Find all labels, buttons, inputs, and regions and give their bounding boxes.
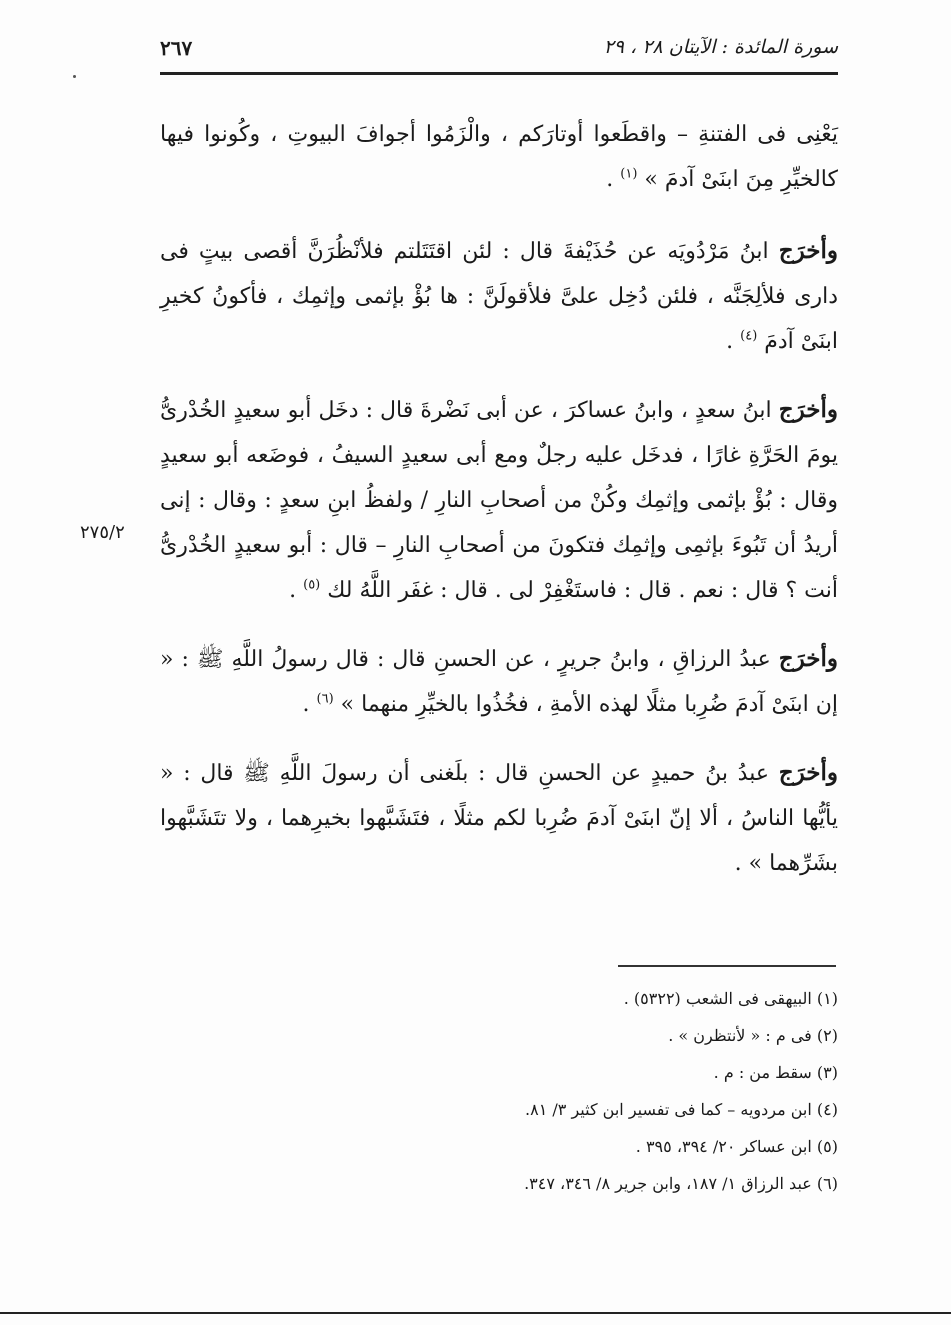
scan-edge-line: [0, 1312, 951, 1314]
footnote-item: (٦) عبد الرزاق ١/ ١٨٧، وابن جرير ٨/ ٣٤٦، ٣٤٧.: [524, 1174, 838, 1193]
paragraph-text: ابنُ سعدٍ ، وابنُ عساكرَ ، عن أبى نَضْرةَ قال : دخَل أبو سعيدٍ الخُدْرىُّ يومَ الحَرَّةِ غارًا ، فدخَل عليه رجلٌ ومع أبى سعيدٍ السيفُ ، فوضَعه أبو سعيدٍ وقال : بُؤْ بإثمى وإثمِك وكُنْ من أصحابِ النارِ / ولفظُ ابنِ سعدٍ : وقال : إنى أريدُ أن تَبُوءَ بإثمِى وإثمِك فتكونَ من أصحابِ النارِ – قال : أبو سعيدٍ الخُدْرىُّ أنت ؟ قال : نعم . قال : فاستَغْفِرْ لى . قال : غفَر اللَّهُ لك: [160, 398, 838, 603]
paragraph-2: وأخرَج ابنُ مَرْدُويَه عن حُذَيْفةَ قال : لئن اقتَتَلتم فلأنْظُرَنَّ أقصى بيتٍ فى دارى فلألِجَنَّه ، فلئن دُخِل علىَّ فلأقولَنَّ : ها بُؤْ بإثمى وإثمِك ، فأكونُ كخيرِ ابنَىْ آدمَ $^{(٤)}$ .: [160, 237, 838, 354]
header-rule: [160, 72, 838, 75]
page-number: ٢٦٧: [160, 36, 193, 60]
marginal-reference: ٢٧٥/٢: [80, 522, 125, 543]
footnote-item: (٣) سقط من : م .: [713, 1063, 838, 1082]
paragraph-5: [160, 750, 838, 886]
paragraph-lead: وأخرَج: [778, 759, 838, 786]
footnote-ref[interactable]: (٦): [316, 691, 334, 707]
paragraph-text: عبدُ الرزاقِ ، وابنُ جريرٍ ، عن الحسنِ قال : قال رسولُ اللَّهِ ﷺ : « إن ابنَىْ آدمَ ضُرِبا مثلًا لهذه الأمةِ ، فخُذُوا بالخيِّرِ منهما »: [160, 647, 838, 717]
footnotes-list: [160, 980, 838, 1202]
page-header: [160, 30, 838, 70]
footnote-item: (١) البيهقى فى الشعب (٥٣٢٢) .: [623, 989, 838, 1008]
paragraph-text: يَعْنِى فى الفتنةِ – واقطَعوا أوتارَكم ، والْزَمُوا أجوافَ البيوتِ ، وكُونوا فيها كالخيِّرِ مِنَ ابنَىْ آدمَ »: [160, 122, 838, 192]
paragraph-lead: وأخرَج: [778, 396, 838, 423]
surah-title: سورة المائدة : الآيتان ٢٨ ، ٢٩: [603, 36, 838, 58]
paragraph-3: وأخرَج ابنُ سعدٍ ، وابنُ عساكرَ ، عن أبى نَضْرةَ قال : دخَل أبو سعيدٍ الخُدْرىُّ يومَ الحَرَّةِ غارًا ، فدخَل عليه رجلٌ ومع أبى سعيدٍ السيفُ ، فوضَعه أبو سعيدٍ وقال : بُؤْ بإثمى وإثمِك وكُنْ من أصحابِ النارِ / ولفظُ ابنِ سعدٍ : وقال : إنى أريدُ أن تَبُوءَ بإثمِى وإثمِك فتكونَ من أصحابِ النارِ – قال : أبو سعيدٍ الخُدْرىُّ أنت ؟ قال : نعم . قال : فاستَغْفِرْ لى . قال : غفَر اللَّهُ لك $^{(٥)}$ .: [160, 396, 838, 603]
footnote-ref[interactable]: (١): [620, 166, 638, 182]
paragraph-lead: وأخرَج: [778, 237, 838, 264]
footnote-ref[interactable]: (٥): [303, 577, 321, 593]
paragraph-text: عبدُ بنُ حميدٍ عن الحسنِ قال : بلَغنى أن رسولَ اللَّهِ ﷺ قال : « يأيُّها الناسُ ، ألا إنّ ابنَىْ آدمَ ضُرِبا لكم مثلًا ، فتَشَبَّهوا بخيرِهما ، ولا تتَشَبَّهوا بشَرِّهما » .: [160, 761, 838, 876]
footnote-ref[interactable]: (٤): [740, 328, 758, 344]
paragraph-text: ابنُ مَرْدُويَه عن حُذَيْفةَ قال : لئن اقتَتَلتم فلأنْظُرَنَّ أقصى بيتٍ فى دارى فلألِجَنَّه ، فلئن دُخِل علىَّ فلأقولَنَّ : ها بُؤْ بإثمى وإثمِك ، فأكونُ كخيرِ ابنَىْ آدمَ: [160, 239, 838, 354]
footnote-item: (٢) فى م : « لأنتظرن » .: [668, 1026, 838, 1045]
body-text: [160, 112, 838, 909]
paragraph-lead: وأخرَج: [778, 645, 838, 672]
footnote-item: (٥) ابن عساكر ٢٠/ ٣٩٤، ٣٩٥ .: [635, 1137, 838, 1156]
paragraph-1: يَعْنِى فى الفتنةِ – واقطَعوا أوتارَكم ، والْزَمُوا أجوافَ البيوتِ ، وكُونوا فيها كالخيِّرِ مِنَ ابنَىْ آدمَ » $^{(١)}$ .: [160, 122, 838, 192]
scan-speck: [73, 75, 76, 78]
footnote-item: (٤) ابن مردويه – كما فى تفسير ابن كثير ٣/ ٨١.: [525, 1100, 838, 1119]
paragraph-4: وأخرَج عبدُ الرزاقِ ، وابنُ جريرٍ ، عن الحسنِ قال : قال رسولُ اللَّهِ ﷺ : « إن ابنَىْ آدمَ ضُرِبا مثلًا لهذه الأمةِ ، فخُذُوا بالخيِّرِ منهما » $^{(٦)}$ .: [160, 645, 838, 717]
footnote-rule: [618, 965, 836, 967]
